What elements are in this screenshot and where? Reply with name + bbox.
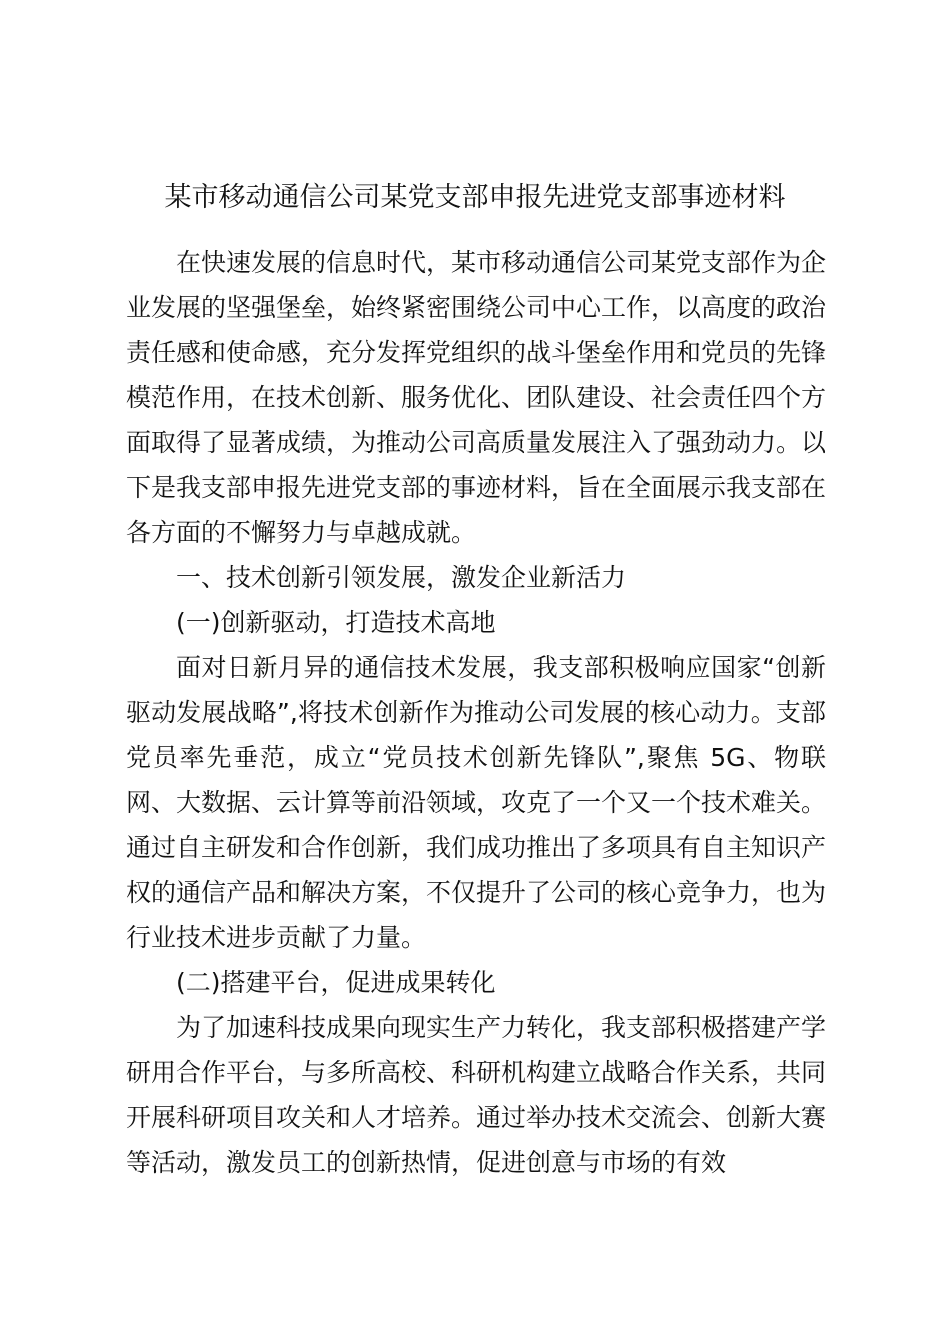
document-title: 某市移动通信公司某党支部申报先进党支部事迹材料 — [164, 182, 786, 213]
document-body — [126, 240, 826, 1185]
section-1-heading: 一、技术创新引领发展，激发企业新活力 — [176, 563, 627, 592]
subsection-2-heading: (二)搭建平台，促进成果转化 — [176, 968, 496, 997]
subsection-2-paragraph: 为了加速科技成果向现实生产力转化，我支部积极搭建产学研用合作平台，与多所高校、科研机构建立战略合作关系，共同开展科研项目攻关和人才培养。通过举办技术交流会、创新大赛等活动，激发员工的创新热情，促进创意与市场的有效 — [126, 1013, 827, 1177]
intro-paragraph: 在快速发展的信息时代，某市移动通信公司某党支部作为企业发展的坚强堡垒，始终紧密围绕公司中心工作，以高度的政治责任感和使命感，充分发挥党组织的战斗堡垒作用和党员的先锋模范作用，在技术创新、服务优化、团队建设、社会责任四个方面取得了显著成绩，为推动公司高质量发展注入了强劲动力。以下是我支部申报先进党支部的事迹材料，旨在全面展示我支部在各方面的不懈努力与卓越成就。 — [126, 248, 827, 547]
subsection-1-paragraph: 面对日新月异的通信技术发展，我支部积极响应国家“创新驱动发展战略”,将技术创新作为推动公司发展的核心动力。支部党员率先垂范，成立“党员技术创新先锋队”,聚焦 5G、物联网、大数据、云计算等前沿领域，攻克了一个又一个技术难关。通过自主研发和合作创新，我们成功推出了多项具有自主知识产权的通信产品和解决方案，不仅提升了公司的核心竞争力，也为行业技术进步贡献了力量。 — [126, 653, 827, 952]
subsection-1-heading: (一)创新驱动，打造技术高地 — [176, 608, 496, 637]
